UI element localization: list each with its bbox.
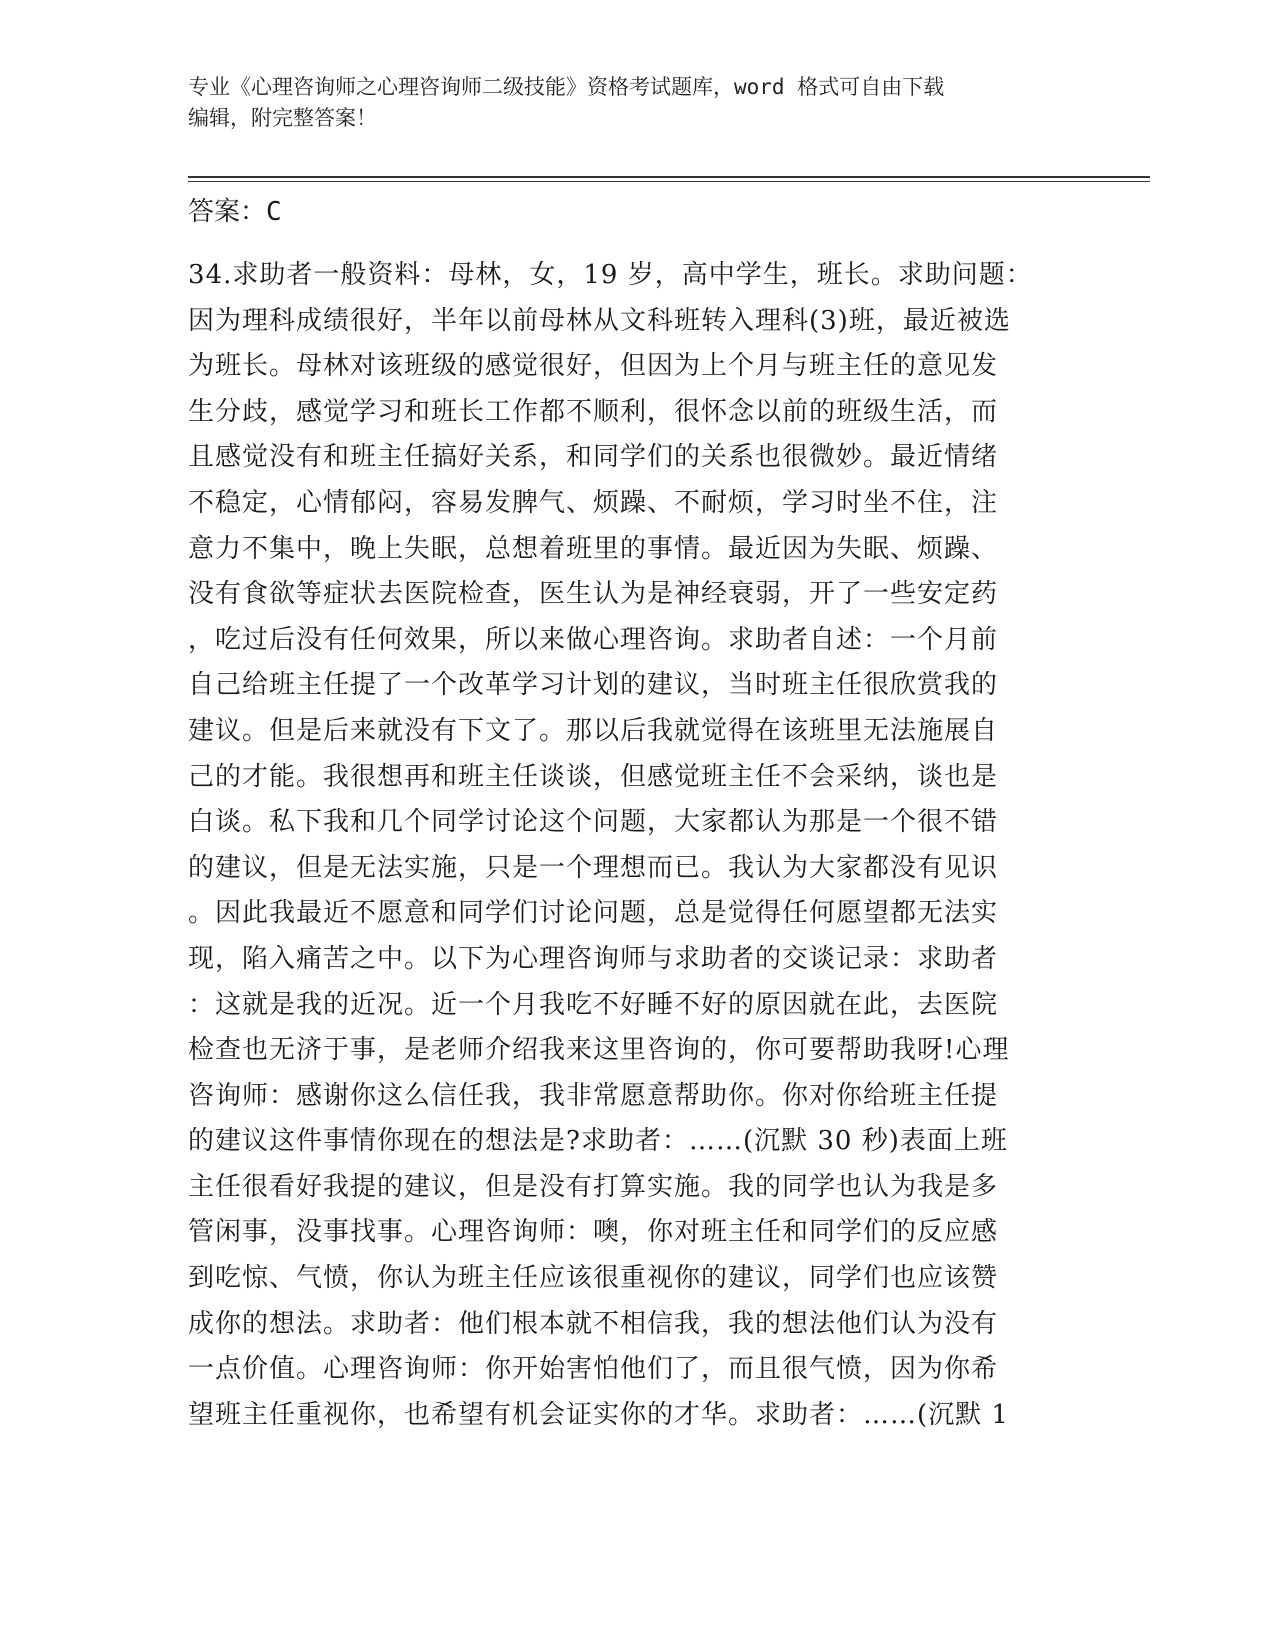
- question-line: 成你的想法。求助者：他们根本就不相信我，我的想法他们认为没有: [188, 1308, 999, 1339]
- question-line: 的建议，但是无法实施，只是一个理想而已。我认为大家都没有见识: [188, 852, 999, 883]
- question-line: 检查也无济于事，是老师介绍我来这里咨询的，你可要帮助我呀!心理: [188, 1035, 1010, 1066]
- question-line: 白谈。私下我和几个同学讨论这个问题，大家都认为那是一个很不错: [188, 807, 999, 838]
- question-line: 到吃惊、气愤，你认为班主任应该很重视你的建议，同学们也应该赞: [188, 1263, 999, 1294]
- question-line: 一点价值。心理咨询师：你开始害怕他们了，而且很气愤，因为你希: [188, 1354, 999, 1385]
- question-body: [188, 253, 1088, 1438]
- question-line: 没有食欲等症状去医院检查，医生认为是神经衰弱，开了一些安定药: [188, 579, 999, 610]
- question-line: 意力不集中，晚上失眠，总想着班里的事情。最近因为失眠、烦躁、: [188, 533, 999, 564]
- question-line: 34.求助者一般资料：母林，女，19 岁，高中学生，班长。求助问题：: [188, 260, 1033, 290]
- question-line: 因为理科成绩很好，半年以前母林从文科班转入理科(3)班，最近被选: [188, 305, 1011, 336]
- question-line: 现，陷入痛苦之中。以下为心理咨询师与求助者的交谈记录：求助者: [188, 943, 999, 974]
- header-line-1: 专业《心理咨询师之心理咨询师二级技能》资格考试题库，word 格式可自由下载: [188, 75, 945, 99]
- question-line: 生分歧，感觉学习和班长工作都不顺利，很怀念以前的班级生活，而: [188, 396, 999, 427]
- question-line: 主任很看好我提的建议，但是没有打算实施。我的同学也认为我是多: [188, 1171, 999, 1202]
- question-line: 望班主任重视你，也希望有机会证实你的才华。求助者：……(沉默 1: [188, 1399, 1009, 1430]
- question-line: 建议。但是后来就没有下文了。那以后我就觉得在该班里无法施展自: [188, 715, 999, 746]
- question-line: 的建议这件事情你现在的想法是?求助者：……(沉默 30 秒)表面上班: [188, 1126, 1008, 1157]
- question-line: 。因此我最近不愿意和同学们讨论问题，总是觉得任何愿望都无法实: [188, 898, 999, 929]
- question-line: 管闲事，没事找事。心理咨询师：噢，你对班主任和同学们的反应感: [188, 1217, 999, 1248]
- header-divider-thick: [188, 176, 1150, 178]
- question-line: 且感觉没有和班主任搞好关系，和同学们的关系也很微妙。最近情绪: [188, 442, 999, 473]
- question-line: 不稳定，心情郁闷，容易发脾气、烦躁、不耐烦，学习时坐不住，注: [188, 487, 999, 518]
- question-line: 自己给班主任提了一个改革学习计划的建议，当时班主任很欣赏我的: [188, 670, 999, 701]
- question-line: ：这就是我的近况。近一个月我吃不好睡不好的原因就在此，去医院: [188, 989, 999, 1020]
- question-line: ，吃过后没有任何效果，所以来做心理咨询。求助者自述：一个月前: [188, 624, 999, 655]
- question-line: 咨询师：感谢你这么信任我，我非常愿意帮助你。你对你给班主任提: [188, 1080, 999, 1111]
- question-line: 己的才能。我很想再和班主任谈谈，但感觉班主任不会采纳，谈也是: [188, 761, 999, 792]
- question-line: 为班长。母林对该班级的感觉很好，但因为上个月与班主任的意见发: [188, 351, 999, 382]
- page-header: [188, 72, 1068, 134]
- header-divider-thin: [188, 181, 1150, 182]
- answer-label: 答案：C: [188, 197, 282, 227]
- header-line-2: 编辑，附完整答案！: [188, 106, 377, 130]
